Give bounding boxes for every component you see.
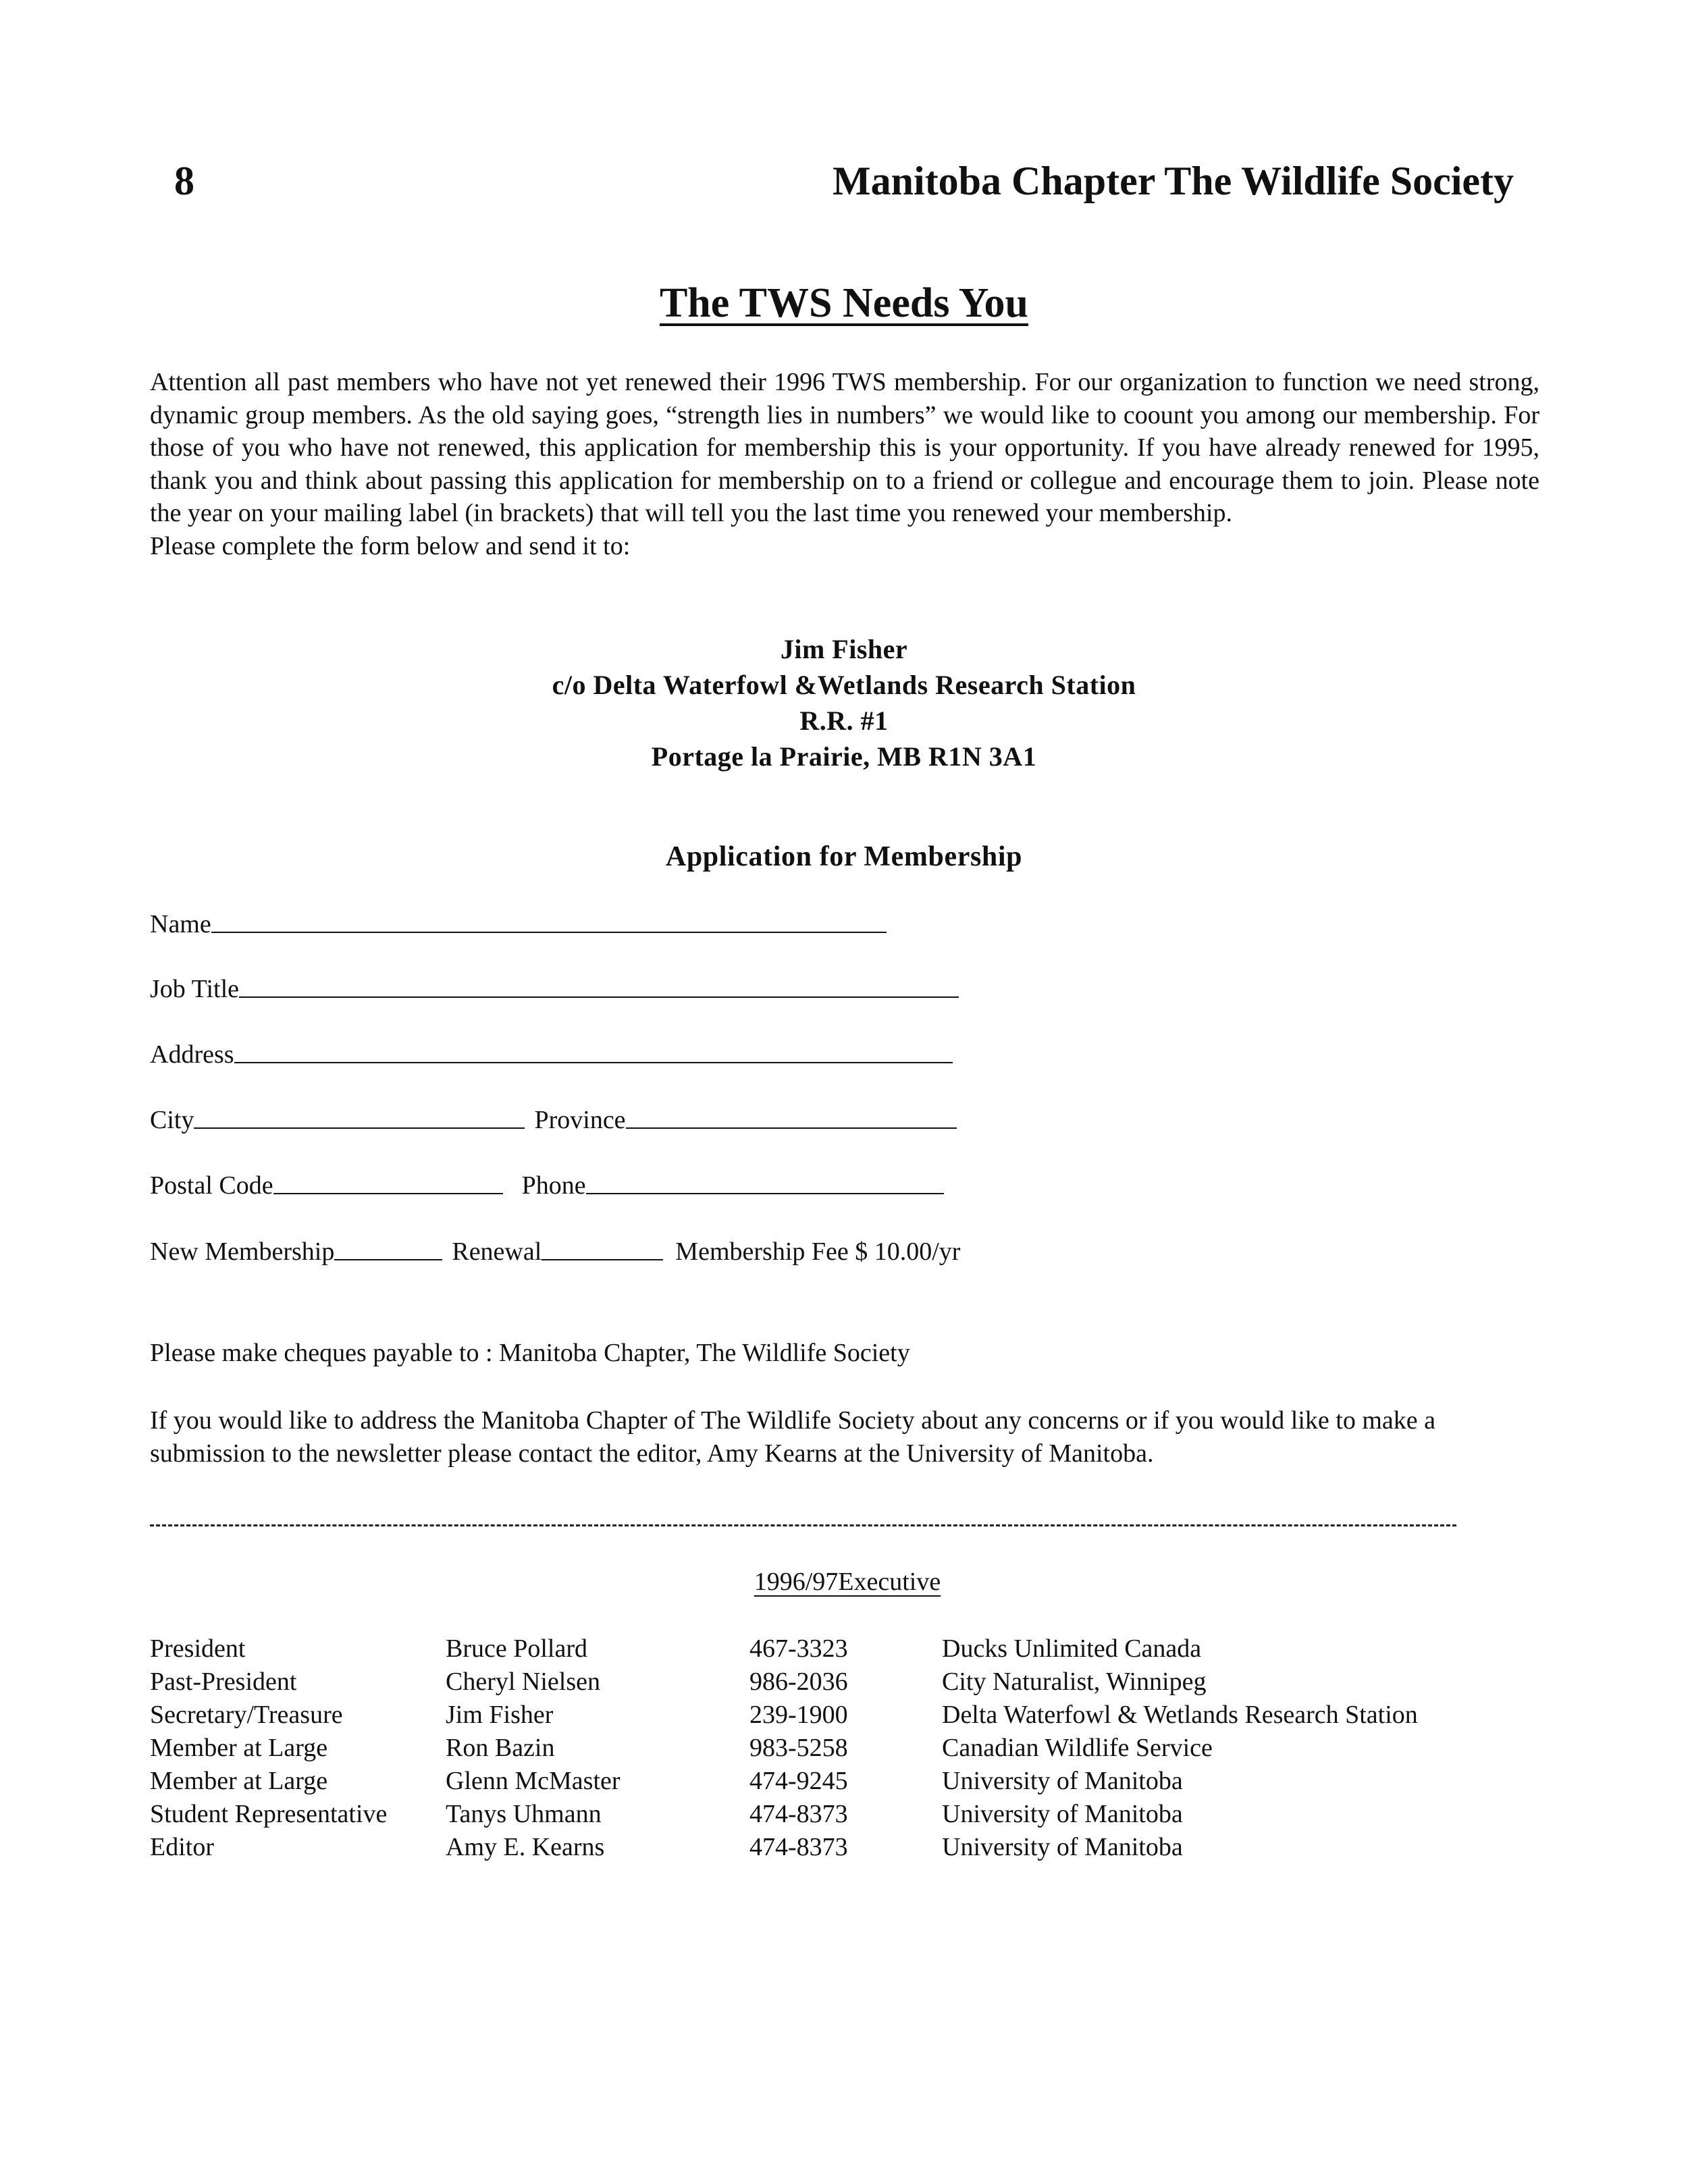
- job-title-row: [150, 976, 959, 1002]
- executive-affiliation: University of Manitoba: [942, 1767, 1183, 1795]
- executive-name: Cheryl Nielsen: [446, 1668, 601, 1696]
- intro-paragraph: Attention all past members who have not yet renewed their 1996 TWS membership. For our organization to function we need strong, dynamic group members. As the old saying goes, “strength lies in numbers” we would like to coount you among our membership. For those of you who have not renewed, this application for membership this is your opportunity. If you have already renewed for 1995, thank you and think about passing this application for membership on to a friend or collegue and encourage them to join. Please note the year on your mailing label (in brackets) that will tell you the last time you renewed your membership.: [150, 368, 1539, 527]
- province-label: Province: [534, 1106, 626, 1134]
- job-title-field[interactable]: [239, 991, 959, 998]
- article-title-wrap: [0, 282, 1688, 324]
- executive-phone: 474-8373: [749, 1800, 848, 1828]
- intro-section: [150, 366, 1539, 562]
- executive-phone: 467-3323: [749, 1634, 848, 1663]
- phone-label: Phone: [521, 1171, 586, 1200]
- city-label: City: [150, 1106, 194, 1134]
- article-title: The TWS Needs You: [659, 280, 1029, 326]
- executive-phone: 239-1900: [749, 1701, 848, 1729]
- executive-role: Editor: [150, 1833, 214, 1861]
- postal-code-field[interactable]: [273, 1188, 503, 1194]
- city-field[interactable]: [194, 1122, 525, 1129]
- province-field[interactable]: [626, 1122, 957, 1129]
- name-field[interactable]: [211, 926, 887, 933]
- address-label: Address: [150, 1040, 234, 1069]
- executive-row: [150, 1765, 1550, 1798]
- address-line-3: R.R. #1: [799, 705, 889, 736]
- executive-table: [150, 1632, 1550, 1864]
- publication-title: Manitoba Chapter The Wildlife Society: [833, 159, 1514, 203]
- address-line-4: Portage la Prairie, MB R1N 3A1: [651, 741, 1037, 772]
- renewal-label: Renewal: [452, 1237, 542, 1266]
- executive-affiliation: Ducks Unlimited Canada: [942, 1634, 1202, 1663]
- executive-name: Glenn McMaster: [446, 1767, 621, 1795]
- address-line-1: Jim Fisher: [780, 634, 908, 664]
- cheques-text: Please make cheques payable to : Manitoba Chapter, The Wildlife Society: [150, 1339, 910, 1367]
- executive-row: [150, 1831, 1550, 1864]
- membership-fee: Membership Fee $ 10.00/yr: [675, 1237, 961, 1266]
- contact-text: If you would like to address the Manitoba Chapter of The Wildlife Society about any concerns or if you would like to make a submission to the newsletter please contact the editor, Amy Kearns at the University of Manitoba.: [150, 1406, 1435, 1468]
- executive-phone: 474-8373: [749, 1833, 848, 1861]
- executive-affiliation: Canadian Wildlife Service: [942, 1734, 1213, 1762]
- new-membership-label: New Membership: [150, 1237, 335, 1266]
- contact-section: [150, 1404, 1539, 1470]
- executive-role: Secretary/Treasure: [150, 1701, 343, 1729]
- postal-code-label: Postal Code: [150, 1171, 273, 1200]
- executive-role: President: [150, 1634, 246, 1663]
- membership-type-row: [150, 1239, 960, 1264]
- executive-affiliation: Delta Waterfowl & Wetlands Research Station: [942, 1701, 1418, 1729]
- executive-name: Jim Fisher: [446, 1701, 554, 1729]
- instruction-text: Please complete the form below and send it to:: [150, 531, 631, 560]
- executive-role: Member at Large: [150, 1734, 328, 1762]
- executive-phone: 986-2036: [749, 1668, 848, 1696]
- page-number: 8: [174, 159, 194, 203]
- executive-affiliation: University of Manitoba: [942, 1800, 1183, 1828]
- executive-affiliation: University of Manitoba: [942, 1833, 1183, 1861]
- job-title-label: Job Title: [150, 975, 240, 1003]
- executive-role: Member at Large: [150, 1767, 328, 1795]
- cut-line-divider: [150, 1524, 1456, 1526]
- address-line-2: c/o Delta Waterfowl &Wetlands Research Station: [552, 670, 1136, 700]
- executive-row: [150, 1798, 1550, 1831]
- renewal-field[interactable]: [542, 1254, 663, 1260]
- executive-name: Ron Bazin: [446, 1734, 555, 1762]
- address-row: [150, 1042, 953, 1067]
- executive-row: [150, 1632, 1550, 1666]
- executive-row: [150, 1732, 1550, 1765]
- name-label: Name: [150, 910, 211, 938]
- phone-field[interactable]: [586, 1188, 944, 1194]
- executive-role: Student Representative: [150, 1800, 388, 1828]
- mailing-address: [0, 631, 1688, 774]
- application-heading: Application for Membership: [665, 841, 1023, 872]
- name-row: [150, 911, 887, 937]
- executive-name: Tanys Uhmann: [446, 1800, 602, 1828]
- executive-name: Bruce Pollard: [446, 1634, 588, 1663]
- executive-name: Amy E. Kearns: [446, 1833, 605, 1861]
- executive-row: [150, 1666, 1550, 1699]
- postal-phone-row: [150, 1173, 944, 1198]
- executive-title: 1996/97Executive: [754, 1568, 941, 1596]
- executive-role: Past-President: [150, 1668, 297, 1696]
- new-membership-field[interactable]: [334, 1254, 442, 1260]
- executive-phone: 983-5258: [749, 1734, 848, 1762]
- executive-phone: 474-9245: [749, 1767, 848, 1795]
- executive-title-wrap: [0, 1569, 1688, 1595]
- city-province-row: [150, 1107, 957, 1133]
- address-field[interactable]: [234, 1057, 953, 1063]
- executive-row: [150, 1699, 1550, 1732]
- executive-affiliation: City Naturalist, Winnipeg: [942, 1668, 1207, 1696]
- cheques-section: [150, 1337, 1539, 1370]
